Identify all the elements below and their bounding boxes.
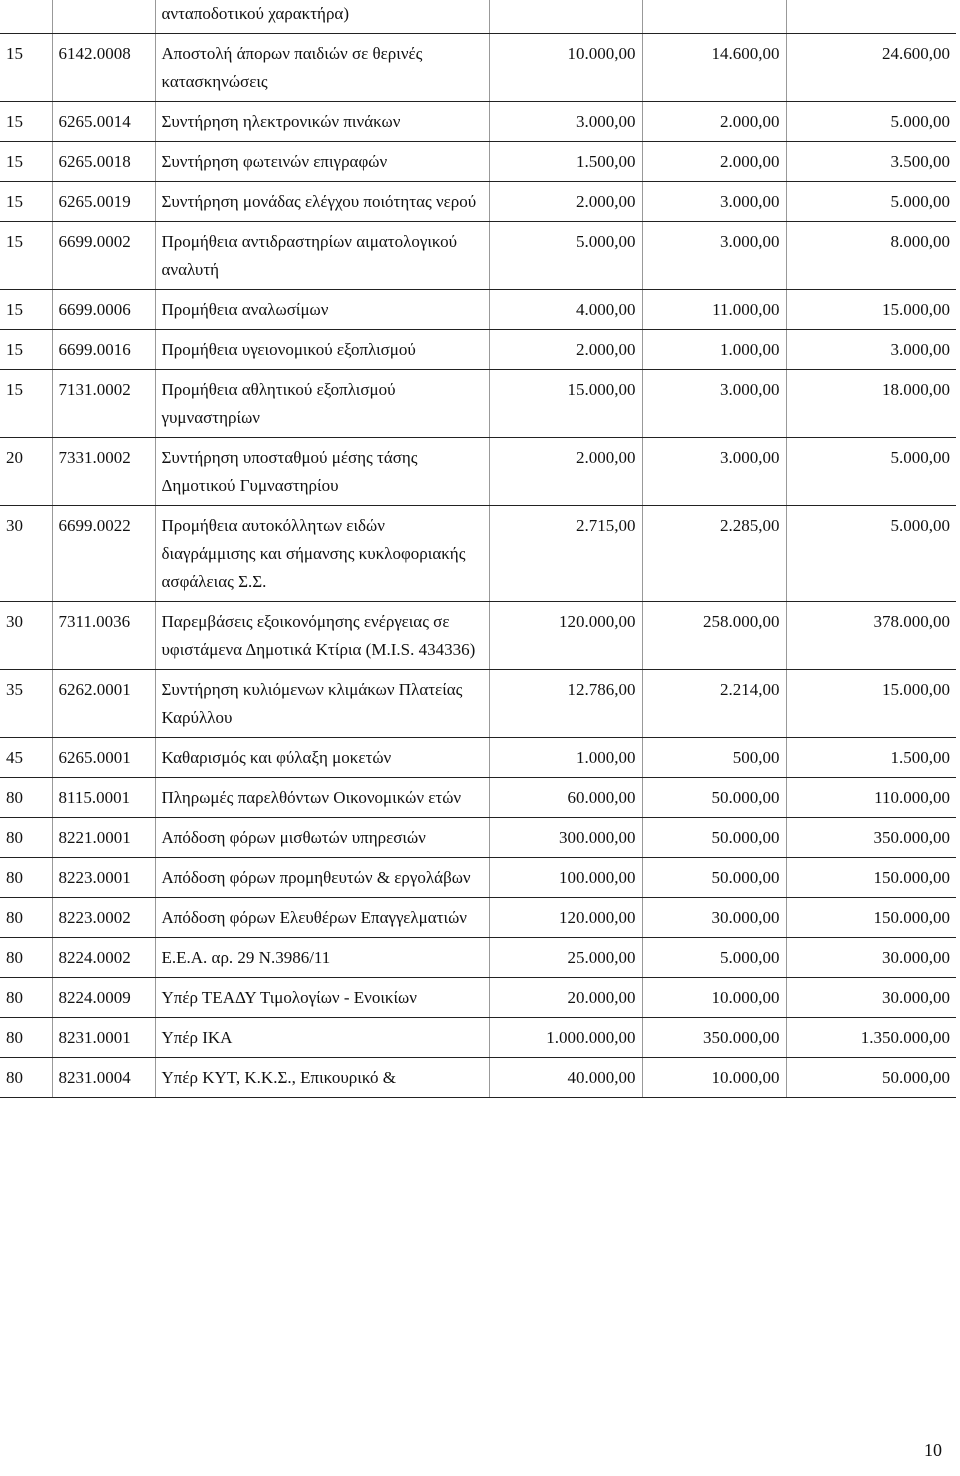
cell-value-3: 5.000,00 [786, 102, 956, 142]
cell-value-1: 300.000,00 [489, 818, 642, 858]
cell-a: 35 [0, 670, 52, 738]
table-row [0, 182, 956, 222]
cell-value-3: 150.000,00 [786, 898, 956, 938]
cell-description: Υπέρ ΚΥΤ, Κ.Κ.Σ., Επικουρικό & [155, 1058, 489, 1098]
table-row [0, 978, 956, 1018]
cell-code: 6699.0016 [52, 330, 155, 370]
cell-value-2: 50.000,00 [642, 778, 786, 818]
page-number: 10 [924, 1440, 942, 1460]
cell-a [0, 0, 52, 34]
table-row [0, 778, 956, 818]
cell-a: 15 [0, 222, 52, 290]
cell-code: 7311.0036 [52, 602, 155, 670]
table-row [0, 938, 956, 978]
cell-value-3: 24.600,00 [786, 34, 956, 102]
cell-code: 8221.0001 [52, 818, 155, 858]
cell-value-2 [642, 0, 786, 34]
cell-value-1: 25.000,00 [489, 938, 642, 978]
table-row [0, 34, 956, 102]
table-row [0, 1018, 956, 1058]
table-row [0, 102, 956, 142]
cell-value-3: 3.000,00 [786, 330, 956, 370]
table-row [0, 506, 956, 602]
cell-value-2: 11.000,00 [642, 290, 786, 330]
cell-a: 80 [0, 938, 52, 978]
cell-value-3: 150.000,00 [786, 858, 956, 898]
cell-code: 8115.0001 [52, 778, 155, 818]
cell-value-2: 30.000,00 [642, 898, 786, 938]
cell-value-2: 258.000,00 [642, 602, 786, 670]
table-row [0, 438, 956, 506]
cell-value-2: 50.000,00 [642, 858, 786, 898]
cell-code: 8223.0001 [52, 858, 155, 898]
cell-code: 6699.0022 [52, 506, 155, 602]
cell-a: 30 [0, 602, 52, 670]
cell-value-1: 3.000,00 [489, 102, 642, 142]
table-row [0, 1058, 956, 1098]
cell-value-2: 10.000,00 [642, 1058, 786, 1098]
cell-value-2: 14.600,00 [642, 34, 786, 102]
cell-code [52, 0, 155, 34]
cell-value-1: 2.715,00 [489, 506, 642, 602]
table-row-continuation [0, 0, 956, 34]
cell-code: 6699.0006 [52, 290, 155, 330]
cell-a: 15 [0, 182, 52, 222]
table-row [0, 858, 956, 898]
table-row [0, 670, 956, 738]
cell-a: 80 [0, 1018, 52, 1058]
table-row [0, 818, 956, 858]
cell-code: 6699.0002 [52, 222, 155, 290]
cell-value-1 [489, 0, 642, 34]
cell-value-1: 2.000,00 [489, 182, 642, 222]
cell-value-1: 2.000,00 [489, 330, 642, 370]
cell-a: 15 [0, 370, 52, 438]
cell-value-1: 12.786,00 [489, 670, 642, 738]
cell-code: 8224.0002 [52, 938, 155, 978]
cell-value-3: 378.000,00 [786, 602, 956, 670]
cell-value-1: 120.000,00 [489, 602, 642, 670]
cell-value-3: 3.500,00 [786, 142, 956, 182]
cell-code: 8224.0009 [52, 978, 155, 1018]
cell-description: Παρεμβάσεις εξοικονόμησης ενέργειας σε υφιστάμενα Δημοτικά Κτίρια (Μ.Ι.S. 434336) [155, 602, 489, 670]
cell-a: 80 [0, 1058, 52, 1098]
cell-a: 15 [0, 330, 52, 370]
cell-description: Συντήρηση φωτεινών επιγραφών [155, 142, 489, 182]
cell-value-3: 5.000,00 [786, 438, 956, 506]
cell-description: Συντήρηση υποσταθμού μέσης τάσης Δημοτικού Γυμναστηρίου [155, 438, 489, 506]
cell-a: 80 [0, 778, 52, 818]
cell-code: 6265.0001 [52, 738, 155, 778]
cell-code: 6265.0014 [52, 102, 155, 142]
cell-code: 7331.0002 [52, 438, 155, 506]
cell-description: Προμήθεια αυτοκόλλητων ειδών διαγράμμισης και σήμανσης κυκλοφοριακής ασφάλειας Σ.Σ. [155, 506, 489, 602]
cell-description: Υπέρ ΙΚΑ [155, 1018, 489, 1058]
cell-value-1: 15.000,00 [489, 370, 642, 438]
cell-value-1: 20.000,00 [489, 978, 642, 1018]
cell-description: Συντήρηση ηλεκτρονικών πινάκων [155, 102, 489, 142]
table-row [0, 222, 956, 290]
cell-value-1: 40.000,00 [489, 1058, 642, 1098]
cell-value-1: 1.000,00 [489, 738, 642, 778]
cell-description: Πληρωμές παρελθόντων Οικονομικών ετών [155, 778, 489, 818]
cell-code: 6265.0018 [52, 142, 155, 182]
cell-code: 6262.0001 [52, 670, 155, 738]
cell-value-3: 5.000,00 [786, 506, 956, 602]
cell-value-2: 2.214,00 [642, 670, 786, 738]
cell-value-1: 2.000,00 [489, 438, 642, 506]
cell-code: 6142.0008 [52, 34, 155, 102]
cell-a: 15 [0, 34, 52, 102]
cell-value-3: 8.000,00 [786, 222, 956, 290]
table-row [0, 370, 956, 438]
cell-a: 15 [0, 102, 52, 142]
cell-description: Απόδοση φόρων προμηθευτών & εργολάβων [155, 858, 489, 898]
cell-value-1: 10.000,00 [489, 34, 642, 102]
cell-a: 15 [0, 290, 52, 330]
table-row [0, 738, 956, 778]
cell-value-3: 110.000,00 [786, 778, 956, 818]
cell-description: Συντήρηση κυλιόμενων κλιμάκων Πλατείας Καρύλλου [155, 670, 489, 738]
cell-value-2: 500,00 [642, 738, 786, 778]
cell-value-2: 2.285,00 [642, 506, 786, 602]
cell-a: 80 [0, 898, 52, 938]
cell-code: 8223.0002 [52, 898, 155, 938]
cell-a: 80 [0, 978, 52, 1018]
cell-a: 80 [0, 858, 52, 898]
cell-code: 8231.0001 [52, 1018, 155, 1058]
cell-description: Προμήθεια αθλητικού εξοπλισμού γυμναστηρίων [155, 370, 489, 438]
cell-value-2: 10.000,00 [642, 978, 786, 1018]
cell-description: Ε.Ε.Α. αρ. 29 Ν.3986/11 [155, 938, 489, 978]
cell-value-3: 30.000,00 [786, 978, 956, 1018]
cell-value-3: 30.000,00 [786, 938, 956, 978]
cell-value-1: 120.000,00 [489, 898, 642, 938]
cell-a: 20 [0, 438, 52, 506]
cell-description: Απόδοση φόρων Ελευθέρων Επαγγελματιών [155, 898, 489, 938]
cell-a: 45 [0, 738, 52, 778]
cell-value-2: 3.000,00 [642, 222, 786, 290]
cell-value-1: 60.000,00 [489, 778, 642, 818]
cell-a: 30 [0, 506, 52, 602]
cell-value-3: 5.000,00 [786, 182, 956, 222]
cell-value-2: 350.000,00 [642, 1018, 786, 1058]
cell-description: Προμήθεια αναλωσίμων [155, 290, 489, 330]
table-row [0, 898, 956, 938]
cell-description: Προμήθεια αντιδραστηρίων αιματολογικού αναλυτή [155, 222, 489, 290]
table-row [0, 142, 956, 182]
cell-description: Προμήθεια υγειονομικού εξοπλισμού [155, 330, 489, 370]
cell-value-2: 2.000,00 [642, 142, 786, 182]
table-row [0, 602, 956, 670]
cell-value-3 [786, 0, 956, 34]
cell-value-1: 5.000,00 [489, 222, 642, 290]
table-row [0, 290, 956, 330]
cell-description: Καθαρισμός και φύλαξη μοκετών [155, 738, 489, 778]
cell-value-1: 4.000,00 [489, 290, 642, 330]
cell-value-3: 18.000,00 [786, 370, 956, 438]
cell-code: 8231.0004 [52, 1058, 155, 1098]
cell-value-3: 50.000,00 [786, 1058, 956, 1098]
cell-value-3: 15.000,00 [786, 290, 956, 330]
cell-value-2: 3.000,00 [642, 182, 786, 222]
cell-description: Αποστολή άπορων παιδιών σε θερινές κατασκηνώσεις [155, 34, 489, 102]
cell-value-3: 15.000,00 [786, 670, 956, 738]
cell-description: Απόδοση φόρων μισθωτών υπηρεσιών [155, 818, 489, 858]
cell-value-2: 1.000,00 [642, 330, 786, 370]
cell-value-1: 1.500,00 [489, 142, 642, 182]
cell-code: 7131.0002 [52, 370, 155, 438]
cell-value-3: 1.500,00 [786, 738, 956, 778]
cell-value-3: 1.350.000,00 [786, 1018, 956, 1058]
cell-description: Συντήρηση μονάδας ελέγχου ποιότητας νερού [155, 182, 489, 222]
cell-value-1: 100.000,00 [489, 858, 642, 898]
cell-description: ανταποδοτικού χαρακτήρα) [155, 0, 489, 34]
cell-a: 80 [0, 818, 52, 858]
table-row [0, 330, 956, 370]
cell-value-1: 1.000.000,00 [489, 1018, 642, 1058]
cell-a: 15 [0, 142, 52, 182]
cell-value-2: 3.000,00 [642, 370, 786, 438]
cell-value-2: 2.000,00 [642, 102, 786, 142]
cell-value-2: 3.000,00 [642, 438, 786, 506]
cell-value-2: 5.000,00 [642, 938, 786, 978]
cell-description: Υπέρ ΤΕΑΔΥ Τιμολογίων - Ενοικίων [155, 978, 489, 1018]
cell-value-3: 350.000,00 [786, 818, 956, 858]
cell-code: 6265.0019 [52, 182, 155, 222]
cell-value-2: 50.000,00 [642, 818, 786, 858]
